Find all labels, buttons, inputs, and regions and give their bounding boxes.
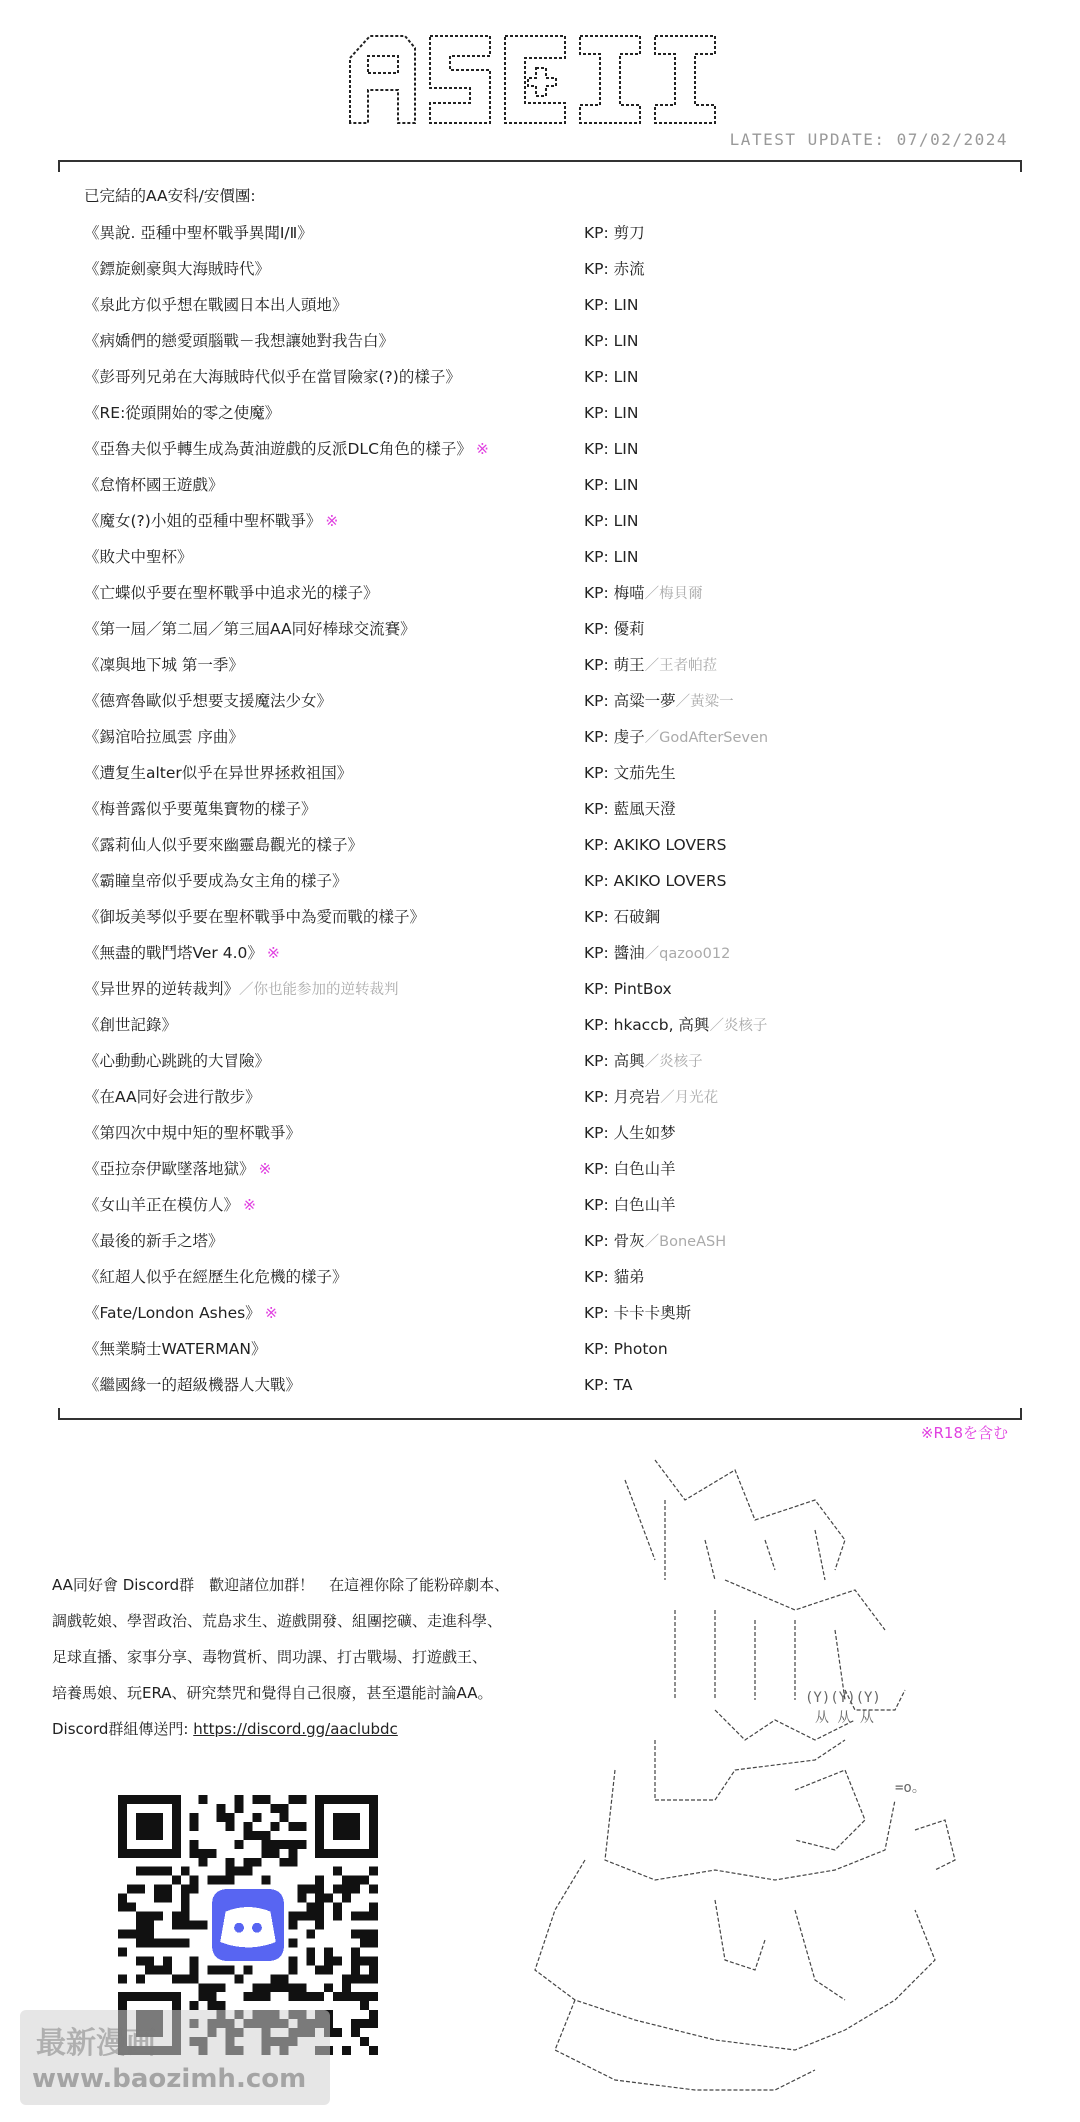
title-text: 《第一屆／第二屆／第三屆AA同好棒球交流賽》	[84, 620, 416, 638]
list-item-title	[84, 328, 394, 354]
title-text: 《泉此方似乎想在戰國日本出人頭地》	[84, 296, 348, 314]
kp-text: KP: 虔子	[584, 728, 645, 746]
kp-text: KP: 石破鋼	[584, 908, 661, 926]
svg-text:=o。: =o。	[895, 1780, 926, 1796]
list-item	[84, 868, 1004, 904]
kp-text: KP: 文茄先生	[584, 764, 676, 782]
title-text: 《異說. 亞種中聖杯戰爭異聞Ⅰ/Ⅱ》	[84, 224, 313, 242]
list-item	[84, 760, 1004, 796]
list-item-title	[84, 400, 280, 426]
list-item-kp	[584, 724, 768, 751]
list-item	[84, 220, 1004, 256]
title-text: 《RE:從頭開始的零之使魔》	[84, 404, 281, 422]
kp-text: KP: 白色山羊	[584, 1160, 676, 1178]
list-item-kp	[584, 688, 734, 715]
list-item-kp	[584, 1372, 633, 1398]
kp-alt-text: ／王者帕菈	[644, 658, 718, 674]
completed-list	[84, 220, 1004, 1408]
list-item-title	[84, 256, 270, 282]
list-item-kp	[584, 400, 638, 426]
title-text: 《最後的新手之塔》	[84, 1232, 224, 1250]
r18-mark: ※	[266, 944, 280, 962]
kp-text: KP: 醬油	[584, 944, 645, 962]
list-item	[84, 400, 1004, 436]
list-item-kp	[584, 1336, 668, 1362]
list-item	[84, 724, 1004, 760]
list-item-kp	[584, 508, 638, 534]
kp-text: KP: 白色山羊	[584, 1196, 676, 1214]
title-text: 《怠惰杯國王遊戲》	[84, 476, 224, 494]
kp-text: KP: 人生如梦	[584, 1124, 676, 1142]
title-text: 《御坂美琴似乎要在聖杯戰爭中為愛而戰的樣子》	[84, 908, 426, 926]
watermark-line-2: www.baozimh.com	[32, 2064, 307, 2094]
kp-text: KP: 藍風天澄	[584, 800, 676, 818]
kp-text: KP: LIN	[584, 332, 639, 350]
list-item	[84, 796, 1004, 832]
list-item-title	[84, 292, 348, 318]
list-item-kp	[584, 1228, 726, 1255]
list-item-title	[84, 1300, 278, 1326]
kp-text: KP: LIN	[584, 548, 639, 566]
list-item	[84, 1012, 1004, 1048]
list-item-kp	[584, 1084, 718, 1111]
list-item	[84, 1048, 1004, 1084]
list-item-title	[84, 1192, 256, 1218]
list-item-title	[84, 1336, 266, 1362]
kp-text: KP: 高興	[584, 1052, 645, 1070]
list-item	[84, 652, 1004, 688]
list-item	[84, 364, 1004, 400]
title-text: 《凜與地下城 第一季》	[84, 656, 244, 674]
list-item-kp	[584, 832, 726, 858]
list-item	[84, 472, 1004, 508]
list-item-kp	[584, 976, 672, 1002]
list-item	[84, 256, 1004, 292]
list-item-title	[84, 724, 244, 750]
list-item-title	[84, 1120, 301, 1146]
title-text: 《在AA同好会进行散步》	[84, 1088, 261, 1106]
discord-promo	[52, 1567, 522, 1747]
list-item-kp	[584, 1120, 676, 1146]
title-text: 《第四次中規中矩的聖杯戰爭》	[84, 1124, 302, 1142]
title-text: 《無盡的戰鬥塔Ver 4.0》	[84, 944, 263, 962]
list-item-title	[84, 1084, 261, 1110]
list-item-title	[84, 544, 193, 570]
kp-alt-text: ／qazoo012	[644, 946, 731, 962]
kp-alt-text: ／炎核子	[709, 1018, 768, 1034]
list-item	[84, 1228, 1004, 1264]
kp-alt-text: ／BoneASH	[644, 1234, 727, 1250]
list-item-title	[84, 1048, 270, 1074]
list-item-title	[84, 1012, 177, 1038]
title-text: 《亡蝶似乎要在聖杯戰爭中追求光的樣子》	[84, 584, 379, 602]
ascii-title-art	[340, 28, 740, 128]
kp-text: KP: 赤流	[584, 260, 645, 278]
list-item-kp	[584, 220, 645, 246]
list-item-kp	[584, 1156, 676, 1182]
list-item-title	[84, 472, 224, 498]
list-item-kp	[584, 1012, 767, 1039]
list-heading: 已完結的AA安科/安價團:	[84, 187, 256, 205]
list-item-title	[84, 796, 317, 822]
list-item-kp	[584, 292, 638, 318]
r18-mark: ※	[258, 1160, 272, 1178]
kp-text: KP: LIN	[584, 296, 639, 314]
list-item-kp	[584, 256, 645, 282]
title-text: 《紅超人似乎在經歷生化危機的樣子》	[84, 1268, 348, 1286]
discord-link-label: Discord群組傳送門:	[52, 1720, 194, 1738]
list-item	[84, 508, 1004, 544]
kp-text: KP: 卡卡卡奧斯	[584, 1304, 692, 1322]
list-item-title	[84, 1156, 272, 1182]
title-text: 《魔女(?)小姐的亞種中聖杯戰爭》	[84, 512, 322, 530]
kp-text: KP: 梅喵	[584, 584, 645, 602]
list-item	[84, 580, 1004, 616]
list-item-title	[84, 508, 338, 534]
list-item	[84, 1192, 1004, 1228]
kp-alt-text: ／GodAfterSeven	[644, 730, 769, 746]
list-item	[84, 1336, 1004, 1372]
kp-text: KP: 貓弟	[584, 1268, 645, 1286]
list-item	[84, 1156, 1004, 1192]
list-item	[84, 832, 1004, 868]
watermark-line-1: 最新漫画	[36, 2026, 156, 2061]
title-text: 《露莉仙人似乎要來幽靈島觀光的樣子》	[84, 836, 364, 854]
title-text: 《遭复生alter似乎在异世界拯救祖国》	[84, 764, 353, 782]
kp-text: KP: 骨灰	[584, 1232, 645, 1250]
list-item-kp	[584, 1264, 645, 1290]
kp-text: KP: 萌王	[584, 656, 645, 674]
list-item-kp	[584, 868, 726, 894]
kp-text: KP: LIN	[584, 368, 639, 386]
title-text: 《鏢旋劍豪與大海賊時代》	[84, 260, 271, 278]
list-item	[84, 328, 1004, 364]
kp-text: KP: LIN	[584, 440, 639, 458]
title-text: 《女山羊正在模仿人》	[84, 1196, 240, 1214]
kp-alt-text: ／黃粱一	[675, 694, 734, 710]
list-item	[84, 1120, 1004, 1156]
list-item-title	[84, 760, 352, 786]
title-text: 《繼國緣一的超級機器人大戰》	[84, 1376, 302, 1394]
list-item-kp	[584, 472, 638, 498]
title-text: 《梅普露似乎要蒐集寶物的樣子》	[84, 800, 317, 818]
kp-text: KP: AKIKO LOVERS	[584, 836, 727, 854]
list-item-title	[84, 436, 489, 462]
list-item	[84, 1372, 1004, 1408]
list-item	[84, 1300, 1004, 1336]
discord-line-4: 培養馬娘、玩ERA、研究禁咒和覺得自己很廢，甚至還能討論AA。	[52, 1684, 493, 1702]
title-text: 《彭哥列兄弟在大海賊時代似乎在當冒險家(?)的樣子》	[84, 368, 461, 386]
list-item	[84, 292, 1004, 328]
list-item-title	[84, 580, 379, 606]
list-item-kp	[584, 940, 730, 967]
list-item-kp	[584, 580, 703, 607]
r18-mark: ※	[325, 512, 339, 530]
title-text: 《亞魯夫似乎轉生成為黃油遊戲的反派DLC角色的樣子》	[84, 440, 472, 458]
list-item-title	[84, 1264, 348, 1290]
kp-text: KP: LIN	[584, 512, 639, 530]
list-frame-bottom	[58, 1408, 1022, 1420]
ascii-art-character	[515, 1440, 1015, 2100]
list-item	[84, 1264, 1004, 1300]
kp-text: KP: LIN	[584, 476, 639, 494]
title-text: 《亞拉奈伊歐墜落地獄》	[84, 1160, 255, 1178]
list-item-kp	[584, 364, 638, 390]
kp-alt-text: ／梅貝爾	[644, 586, 703, 602]
list-item-title	[84, 1228, 224, 1254]
svg-text:(Y)(Y)(Y): (Y)(Y)(Y)	[805, 1690, 881, 1706]
kp-text: KP: PintBox	[584, 980, 672, 998]
list-item-title	[84, 868, 348, 894]
r18-note: ※R18を含む	[920, 1424, 1008, 1442]
kp-text: KP: 高粱一夢	[584, 692, 676, 710]
title-text: 《德齊魯歐似乎想要支援魔法少女》	[84, 692, 333, 710]
kp-text: KP: Photon	[584, 1340, 668, 1358]
svg-text:从 从 从: 从 从 从	[815, 1710, 874, 1726]
list-item-kp	[584, 652, 717, 679]
list-item-title	[84, 976, 399, 1003]
title-text: 《敗犬中聖杯》	[84, 548, 193, 566]
list-item-title	[84, 652, 244, 678]
list-item-kp	[584, 904, 660, 930]
list-item	[84, 904, 1004, 940]
kp-alt-text: ／炎核子	[644, 1054, 703, 1070]
list-item-kp	[584, 616, 645, 642]
list-item-title	[84, 940, 280, 966]
kp-text: KP: LIN	[584, 404, 639, 422]
list-item-title	[84, 1372, 301, 1398]
list-item	[84, 544, 1004, 580]
list-item-title	[84, 220, 313, 246]
title-text: 《霸瞳皇帝似乎要成為女主角的樣子》	[84, 872, 348, 890]
list-item	[84, 616, 1004, 652]
title-alt-text: ／你也能参加的逆转裁判	[239, 982, 399, 998]
kp-text: KP: hkaccb, 高興	[584, 1016, 710, 1034]
discord-line-2: 調戲乾娘、學習政治、荒島求生、遊戲開發、組團挖礦、走進科學、	[52, 1612, 503, 1630]
watermark	[20, 2010, 330, 2105]
list-item-kp	[584, 544, 638, 570]
discord-line-1: AA同好會 Discord群 歡迎諸位加群！ 在這裡你除了能粉碎劇本、	[52, 1576, 510, 1594]
r18-mark: ※	[264, 1304, 278, 1322]
title-text: 《創世記錄》	[84, 1016, 178, 1034]
list-item	[84, 940, 1004, 976]
list-item-title	[84, 688, 332, 714]
title-text: 《病嬌們的戀愛頭腦戰－我想讓她對我告白》	[84, 332, 395, 350]
title-text: 《心動動心跳跳的大冒險》	[84, 1052, 271, 1070]
list-item	[84, 688, 1004, 724]
list-item-title	[84, 364, 461, 390]
r18-mark: ※	[243, 1196, 257, 1214]
title-text: 《無業騎士WATERMAN》	[84, 1340, 267, 1358]
list-item	[84, 976, 1004, 1012]
list-item-kp	[584, 796, 676, 822]
discord-link-row	[52, 1711, 522, 1747]
latest-update-text: LATEST UPDATE: 07/02/2024	[729, 130, 1008, 149]
list-item-kp	[584, 436, 638, 462]
kp-text: KP: 月亮岩	[584, 1088, 661, 1106]
list-item-title	[84, 832, 363, 858]
list-frame-top	[58, 160, 1022, 172]
kp-text: KP: 優莉	[584, 620, 645, 638]
title-text: 《异世界的逆转裁判》	[84, 980, 240, 998]
list-item	[84, 1084, 1004, 1120]
title-text: 《錫涫哈拉風雲 序曲》	[84, 728, 244, 746]
list-item-kp	[584, 328, 638, 354]
list-item-kp	[584, 1048, 703, 1075]
list-item-title	[84, 904, 425, 930]
r18-mark: ※	[475, 440, 489, 458]
title-text: 《Fate/London Ashes》	[84, 1304, 261, 1322]
discord-link[interactable]: https://discord.gg/aaclubdc	[193, 1720, 398, 1738]
list-item-title	[84, 616, 416, 642]
list-item-kp	[584, 760, 676, 786]
kp-text: KP: TA	[584, 1376, 633, 1394]
kp-text: KP: 剪刀	[584, 224, 645, 242]
kp-alt-text: ／月光花	[660, 1090, 719, 1106]
list-item	[84, 436, 1004, 472]
list-item-kp	[584, 1192, 676, 1218]
kp-text: KP: AKIKO LOVERS	[584, 872, 727, 890]
list-item-kp	[584, 1300, 691, 1326]
discord-line-3: 足球直播、家事分享、毒物賞析、問功課、打古戰場、打遊戲王、	[52, 1648, 488, 1666]
